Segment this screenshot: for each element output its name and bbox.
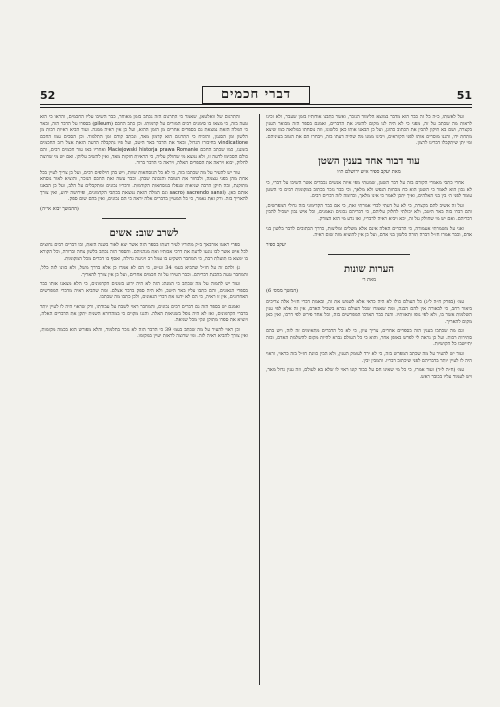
notes-byline: מאת ר׳ — [361, 277, 377, 284]
section-separator — [328, 254, 410, 255]
paragraph-text: בחיבורו הגדול, ובאר את הדבר באר היטב, ועל פיו נתקבלה הדעה הזאת אצל רוב החכמים בזמננו, כמו שכתב החכם — [40, 140, 248, 153]
column-divider — [259, 114, 260, 685]
header-rule — [40, 104, 472, 105]
page-header — [40, 84, 472, 106]
latin-term: sanxi — [210, 189, 224, 196]
paragraph-text: עוד יש להעיר על מה שכתבו בזה, כי לא כל הנוסחאות שוות, ויש בהן חילופים רבים, ועל כן צריך לעיין בכל אחת מהן בפני עצמה, ולבחור את הטובה והנכונה שבהן. וכבר עשה זאת החכם הנזכר, והוציא לאור נוסחא מתוקנת, ובה תיקן הרבה שגיאות שנפלו בנוסחאות הקודמות. ודבריו נכונים ומתקבלים על הלב, ועל כן הבאנו אותם כאן. — [40, 169, 248, 196]
section-separator — [102, 218, 185, 219]
note-paragraph: עמ׳ (בפרק ח״ה ל״ג) כל העולם כולו לא היה כדאי אלא לשמש את זה, ובאמת דברי חז״ל אלה צריכים ביאור רחב, כי לכאורה אין להם הבנה, ומה שאמרו שכל העולם נברא בשביל האדם, אין זה אלא לפי ענין השלמות אשר בו, ולא לפי גופו ותאוותיו. והנה כבר הארכו המפרשים בזה, וכל אחד פירש לפי דרכו, ואין כאן מקום להאריך. — [266, 298, 472, 325]
body-paragraph: ועל זה אשיב להם בקצרה, כי לא על דעתי לבדי אמרתי זאת, כי אם כבר הקדימוני בזה גדולי המפרשים, והם דברו בזה באר היטב, ולא יכולתי לחלוק עליהם, כי דבריהם נכונים ונאמנים, וכל איש נבון ישכיל להבין דבריהם. ואם יש מי שחולק על זה, יבא ויביא ראיה לדבריו, ואז נדע מי הוא הצודק. — [266, 202, 472, 222]
body-paragraph: ואני על משמרתי אעמודה, כי הדברים האלה אינם אלא משלים ומליצות, כדרך הכתובים לדבר בלשון בני אדם, וכבר אמרו חז״ל דברה תורה כלשון בני אדם, ועל כן אין להוציא מזה שום ראיה. — [266, 225, 472, 239]
continuation-note: (ההמשך יבוא אי״ה) — [40, 205, 79, 212]
note-paragraph: וגם מה שכתבו בענין הזה בספרים אחרים, צריך עיון, כי לא כל הדברים מתאימים זה לזה, ויש בהם סתירות רבות. ועל כן נראה לי לפרש באופן אחר, והוא כי כל העולם נברא להיות מקום להשלמת האדם, ובזה יתיישבו כל הקושיות. — [266, 328, 472, 348]
body-paragraph: אחרי כתבי מאמרי הקודם בזה על דבר השטן, שמעתי מפי איזה אנשים נכבדים אשר השיבו על דברי, כי לא נכון הוא לאמר כי השטן הוא כח מכחות הנפש ולא מלאך, וכי כבר נזכר בכתוב במקומות רבים כי השטן עומד לפני ה׳ בין בני האלהים, ואיך יתכן לאמר כי אינו מלאך, וכדומה לזה דברים רבים. — [266, 179, 472, 200]
latin-term: pileum — [94, 120, 111, 127]
note-paragraph: ועוד יש להעיר על מה שכתב המפרש בזה, כי לא ירד לעומק הענין, ולא הבין כוונת חז״ל בזה כראוי, וראוי היה לו לעיין יותר בדבריהם לפני שיכתוב דבריו. והמבין יבין. — [266, 351, 472, 364]
latin-term: sacrendo — [186, 189, 209, 196]
body-paragraph: ואמנם יש בספר הזה גם דברים רבים נכונים, והמחבר ראוי לשבח על עבודתו, ורק שראוי היה לו לעיין יותר בדברי הקדמונים, ואז לא היה נופל בשגיאות האלה. והננו מקוים כי במהדורא השנית יתקן את הדברים האלה, ויוציא את ספרו מתוקן ונקי מכל שגיאה. — [40, 304, 248, 324]
body-paragraph: ועוד יש לתמוה על מה שכתב כי המנהג הזה לא היה ידוע בזמנים הקדמונים, כי הלא מצאנו אותו כבר בספרי הגאונים, והם כתבו עליו באר היטב, ולא היה ספק בדבר אצלם. ומה שהביא ראיה מדברי המפרשים האחרונים, אין זו ראיה, כי הם לא ידעו את דברי הגאונים, ולכן כתבו מה שכתבו. — [40, 281, 248, 301]
section-heading-notes: הערות שונות — [343, 264, 394, 276]
section-heading-satan: עוד דבור אחד בענין השטן — [318, 155, 420, 167]
paragraph-text: והתרגום של וואלטאן, שאמר כי התרגום הזה נכתב בזמן מאוחר, כבר השיבו עליו החכמים, והראו כי הוא טעה בזה, כי מצאו בו סימנים רבים המורים על קדמותו. וכן כתב החכם — [40, 114, 248, 127]
body-paragraph: ספרי ראטו אורבאך ב״ק מהוריו לעיר דעתו בספר הזה אשר יצא לאור בשנה הזאת, ובו דברים רבים נחוצים לכל איש אשר לבו נוגעו לדעת את דרכי אבותיו ואת מנהגיהם. והספר הזה נכתב בלשון צחה וברורה, וכל הקורא בו ימצא בו תועלת רבה, כי המחבר השקיע בו עמל רב ויגיעה גדולה, ואסף בו דברים מכל המקומות. — [40, 242, 248, 262]
running-title: דברי חכמים — [202, 86, 310, 104]
body-paragraph: וכן ראוי להעיר על מה שכתב בעמ׳ 39 כי הדבר הזה לא נזכר בתלמוד, והלא מפורש הוא בכמה מקומות, ואין צורך להביא ראיה לזה. ומי שרוצה לראות יעיין במקומו. — [40, 326, 248, 340]
latin-term: Maciejowski historja — [107, 146, 158, 153]
note-paragraph: עמ׳ (ח״ה ל״ד) ועוד אמרו, כי כל מי שאינו חס על כבוד קונו ראוי לו שלא בא לעולם, וזה ענין גדול מאד, ויש לעמוד עליו בכובד ראש. — [266, 367, 472, 380]
paragraph-text: ואחריו באו עוד חכמים רבים, והם כולם הסכימו לדעה זו, ולא נמצא מי שחולק עליה, כי הראיות חזקות מאד, ואין להשיב עליהן. ואם יש מי שרוצה לחלוק, יבוא ויראה את הספרים האלה, ויראה כי הדבר ברור. — [40, 146, 248, 167]
latin-term: vindicatione — [218, 140, 248, 147]
page-number-right: 51 — [456, 88, 472, 102]
page-number-left: 52 — [40, 88, 56, 102]
body-paragraph: והתרגום של וואלטאן, שאמר כי התרגום הזה נכתב בזמן מאוחר, כבר השיבו עליו החכמים, והראו כי הוא טעה בזה, כי מצאו בו סימנים רבים המורים על קדמותו. וכן כתב החכם (pileum) בספרו על הדבר הזה, ובאר כי המלה הזאת נמצאת גם בספרים אחרים מן הזמן ההוא, ועל כן אין ראיה ממנה. ועוד הביא ראיות רבות מן הלשון ומן הסגנון, והוכיח כי התרגום הוא קדמון מאד, ונכתב קודם זמן התלמוד. וכן הסכים עמו החכם vindicatione בחיבורו הגדול, ובאר את הדבר באר היטב, ועל פיו נתקבלה הדעה הזאת אצל רוב החכמים בזמננו, כמו שכתב החכם Maciejowski historja prawa Romanie ואחריו באו עוד חכמים רבים, והם כולם הסכימו לדעה זו, ולא נמצא מי שחולק עליה, כי הראיות חזקות מאד, ואין להשיב עליהן. ואם יש מי שרוצה לחלוק, יבוא ויראה את הספרים האלה, ויראה כי הדבר ברור. — [40, 114, 248, 167]
author-signature: יעקב ספיר — [266, 241, 287, 248]
body-paragraph: עוד יש להעיר על מה שכתבו בזה, כי לא כל הנוסחאות שוות, ויש בהן חילופים רבים, ועל כן צריך לעיין בכל אחת מהן בפני עצמה, ולבחור את הטובה והנכונה שבהן. וכבר עשה זאת החכם הנזכר, והוציא לאור נוסחא מתוקנת, ובה תיקן הרבה שגיאות שנפלו בנוסחאות הקודמות. ודבריו נכונים ומתקבלים על הלב, ועל כן הבאנו אותם כאן. (sacro) sacrendo sanxi וגם המלה הזאת נמצאת בכתבי הקדמונים, ופירושה ידוע, ואין צורך להאריך בזה. ורק זאת נאמר, כי כל המעיין בדברים אלה יראה כי הם נכונים, ואין בהם שום ספק. — [40, 169, 248, 203]
right-column — [266, 114, 472, 687]
intro-paragraph: ועל לאשתו, כ״ה כל זה כבר הוא מדבר במוצא הלימוד הנזכר, ואשר כתבנו אודותיו בזמן שעבר, ולא זכינו לראות מה שכתב על זה, מפני כי לא היה לנו מקום להשיג את הדברים, ואמנם בספר הזה מבואר הענין בקצרה, ושם בא תיקון להבין את הכתוב כהוגן, ועל כן הבאנו אותו כאן כלשונו, וזה נוסחתו במלואה כמו שיצא מתחת ידו, והננו מוסרים אותו לפני הקוראים, ויבינו ממנו מה שהיה דעתו בזה, ויבחרו הם את הטוב בעיניהם. ומי יתן שיתקבלו דברינו לרצון. — [266, 114, 472, 147]
latin-term: prawa Romanie — [159, 146, 199, 153]
notes-continuation: (המשך ממס׳ 6) — [266, 288, 299, 295]
left-column — [40, 114, 248, 687]
section-heading-books: לשרב שוב: אשים — [109, 228, 179, 240]
latin-term: sacro — [169, 189, 183, 196]
body-paragraph: ג) ולהם זה על חז״ל שהביא בעמ׳ 34 וע״ש, כי הם לא אמרו כן אלא בדרך משל, ולא כוונו לזה כלל, והמחבר טעה בהבנת דבריהם. וכבר העירו על זה חכמים אחרים, ועל כן אין צורך להאריך. — [40, 265, 248, 278]
header-rule-thin — [40, 107, 472, 108]
paragraph-text: בספרו על הדבר הזה, ובאר כי המלה הזאת נמצאת גם בספרים אחרים מן הזמן ההוא, ועל כן אין ראיה ממנה. ועוד הביא ראיות רבות מן הלשון ומן הסגנון, והוכיח כי התרגום הוא קדמון מאד, ונכתב קודם זמן התלמוד. וכן הסכים עמו החכם — [40, 120, 248, 140]
section-byline: מאת יעקב ספיר איש ירושלם ת״ו — [337, 168, 401, 175]
paragraph-text: וגם המלה הזאת נמצאת בכתבי הקדמונים, ופירושה ידוע, ואין צורך להאריך בזה. ורק זאת נאמר, כי כל המעיין בדברים אלה יראה כי הם נכונים, ואין בהם שום ספק. — [40, 189, 248, 203]
